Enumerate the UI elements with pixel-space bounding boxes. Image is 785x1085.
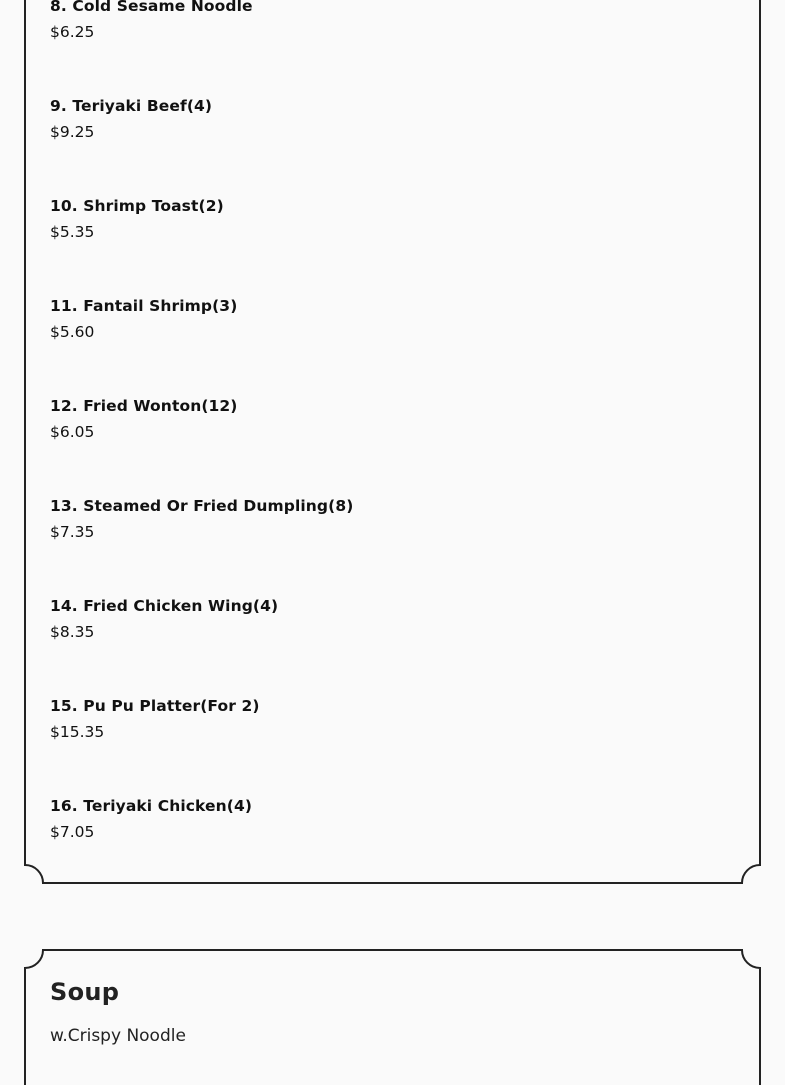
section-title: Soup: [50, 978, 120, 1006]
menu-item-price: $8.35: [50, 623, 95, 641]
menu-item[interactable]: [50, 196, 224, 242]
menu-item[interactable]: [50, 0, 253, 42]
menu-item-price: $15.35: [50, 723, 105, 741]
menu-item[interactable]: [50, 296, 237, 342]
menu-section-card-appetizers: [24, 0, 761, 885]
menu-item[interactable]: [50, 96, 212, 142]
menu-item-name: 16. Teriyaki Chicken(4): [50, 797, 253, 815]
menu-item[interactable]: [50, 696, 260, 742]
menu-item-price: $6.25: [50, 23, 95, 41]
menu-item-price: $7.35: [50, 523, 95, 541]
menu-item-name: 12. Fried Wonton(12): [50, 397, 238, 415]
menu-item[interactable]: [50, 596, 278, 642]
menu-item-name: 9. Teriyaki Beef(4): [50, 97, 213, 115]
menu-item-name: 13. Steamed Or Fried Dumpling(8): [50, 497, 354, 515]
menu-item-price: $5.35: [50, 223, 95, 241]
menu-section-card-soup: [24, 949, 761, 1085]
menu-item[interactable]: [50, 496, 353, 542]
menu-item-name: 10. Shrimp Toast(2): [50, 197, 224, 215]
card-frame: [24, 949, 761, 1085]
menu-item[interactable]: [50, 796, 252, 842]
menu-item-name: 15. Pu Pu Platter(For 2): [50, 697, 260, 715]
menu-item-name: 14. Fried Chicken Wing(4): [50, 597, 279, 615]
menu-item[interactable]: [50, 396, 237, 442]
menu-item-price: $7.05: [50, 823, 95, 841]
menu-item-name: 8. Cold Sesame Noodle: [50, 0, 253, 15]
menu-item-price: $5.60: [50, 323, 95, 341]
menu-item-name: 11. Fantail Shrimp(3): [50, 297, 238, 315]
menu-item-price: $6.05: [50, 423, 95, 441]
menu-item-price: $9.25: [50, 123, 95, 141]
section-subtitle: w.Crispy Noodle: [50, 1026, 186, 1046]
